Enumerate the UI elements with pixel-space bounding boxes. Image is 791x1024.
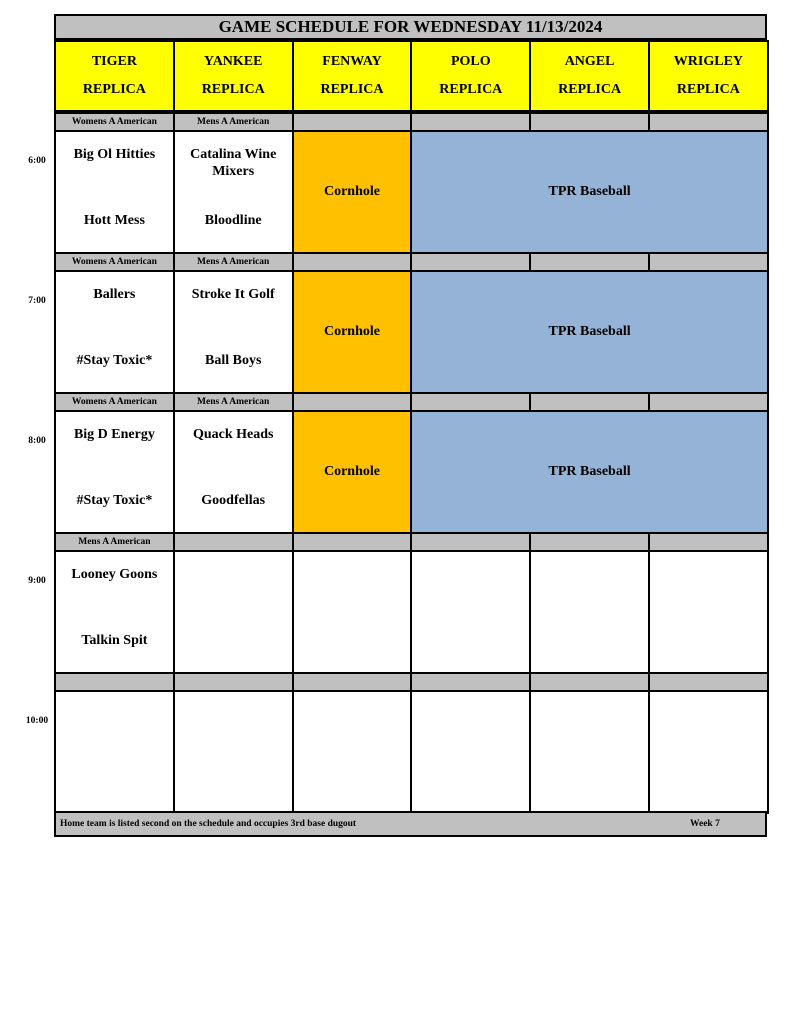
division-strip-cell: Mens A American <box>173 252 294 272</box>
tpr-baseball-block: TPR Baseball <box>410 410 768 534</box>
field-name: WRIGLEY <box>673 54 744 69</box>
field-subtitle: REPLICA <box>320 82 384 97</box>
field-header-polo <box>410 40 531 112</box>
division-strip-cell <box>173 672 294 692</box>
game-cell <box>410 690 531 814</box>
away-team: Quack Heads <box>192 427 274 442</box>
game-cell <box>173 550 294 674</box>
home-team: Talkin Spit <box>81 633 148 648</box>
division-strip-cell <box>292 532 413 552</box>
division-strip-cell <box>292 112 413 132</box>
game-cell <box>648 690 769 814</box>
division-strip-cell <box>292 252 413 272</box>
division-strip-cell: Womens A American <box>54 392 175 412</box>
division-strip-cell <box>410 112 531 132</box>
field-subtitle: REPLICA <box>558 82 622 97</box>
time-label: 6:00 <box>28 156 46 166</box>
week-label: Week 7 <box>690 819 720 829</box>
home-team: Bloodline <box>204 213 262 228</box>
division-strip-cell <box>410 392 531 412</box>
tpr-baseball-block: TPR Baseball <box>410 270 768 394</box>
away-team: Catalina Wine Mixers <box>190 147 277 179</box>
home-team: #Stay Toxic* <box>76 353 153 368</box>
division-strip-cell <box>54 672 175 692</box>
division-strip-cell <box>410 532 531 552</box>
division-strip-cell: Womens A American <box>54 252 175 272</box>
field-name: ANGEL <box>564 54 615 69</box>
away-team: Stroke It Golf <box>191 287 275 302</box>
cornhole-block: Cornhole <box>292 130 413 254</box>
division-strip-cell: Mens A American <box>54 532 175 552</box>
field-subtitle: REPLICA <box>439 82 503 97</box>
time-label: 10:00 <box>25 716 49 726</box>
home-team: #Stay Toxic* <box>76 493 153 508</box>
field-header-angel <box>529 40 650 112</box>
away-team: Looney Goons <box>71 567 158 582</box>
division-strip-cell <box>292 672 413 692</box>
division-strip-cell <box>648 532 769 552</box>
division-strip-cell: Womens A American <box>54 112 175 132</box>
footer-note: Home team is listed second on the schedule and occupies 3rd base dugout <box>60 819 357 829</box>
home-team: Hott Mess <box>83 213 145 228</box>
division-strip-cell <box>648 392 769 412</box>
division-strip-cell <box>648 112 769 132</box>
away-team: Ballers <box>93 287 136 302</box>
division-strip-cell <box>292 392 413 412</box>
field-header-wrigley <box>648 40 769 112</box>
division-strip-cell <box>410 252 531 272</box>
away-team: Big Ol Hitties <box>73 147 156 162</box>
game-cell <box>173 410 294 534</box>
field-subtitle: REPLICA <box>676 82 740 97</box>
field-header-tiger <box>54 40 175 112</box>
game-cell <box>54 550 175 674</box>
game-cell <box>54 130 175 254</box>
field-header-yankee <box>173 40 294 112</box>
game-cell <box>173 690 294 814</box>
division-strip-cell <box>410 672 531 692</box>
schedule-title: GAME SCHEDULE FOR WEDNESDAY 11/13/2024 <box>54 14 767 40</box>
time-label: 7:00 <box>28 296 46 306</box>
footer-bar <box>54 811 767 837</box>
division-strip-cell: Mens A American <box>173 392 294 412</box>
field-subtitle: REPLICA <box>82 82 146 97</box>
game-cell <box>529 690 650 814</box>
field-header-fenway <box>292 40 413 112</box>
tpr-baseball-block: TPR Baseball <box>410 130 768 254</box>
home-team: Goodfellas <box>201 493 266 508</box>
game-cell <box>173 130 294 254</box>
time-label: 9:00 <box>28 576 46 586</box>
game-cell <box>292 690 413 814</box>
division-strip-cell <box>648 672 769 692</box>
division-strip-cell <box>529 672 650 692</box>
field-subtitle: REPLICA <box>201 82 265 97</box>
time-label: 8:00 <box>28 436 46 446</box>
field-name: FENWAY <box>322 54 382 69</box>
cornhole-block: Cornhole <box>292 410 413 534</box>
division-strip-cell <box>648 252 769 272</box>
field-name: POLO <box>450 54 491 69</box>
division-strip-cell <box>529 112 650 132</box>
game-cell <box>54 270 175 394</box>
game-cell <box>292 550 413 674</box>
division-strip-cell <box>529 392 650 412</box>
division-strip-cell <box>529 532 650 552</box>
division-strip-cell <box>173 532 294 552</box>
division-strip-cell: Mens A American <box>173 112 294 132</box>
game-cell <box>529 550 650 674</box>
home-team: Ball Boys <box>204 353 262 368</box>
field-name: TIGER <box>91 54 137 69</box>
division-strip-cell <box>529 252 650 272</box>
away-team: Big D Energy <box>73 427 155 442</box>
game-cell <box>54 690 175 814</box>
game-cell <box>173 270 294 394</box>
game-cell <box>410 550 531 674</box>
cornhole-block: Cornhole <box>292 270 413 394</box>
game-cell <box>54 410 175 534</box>
game-cell <box>648 550 769 674</box>
field-name: YANKEE <box>203 54 263 69</box>
